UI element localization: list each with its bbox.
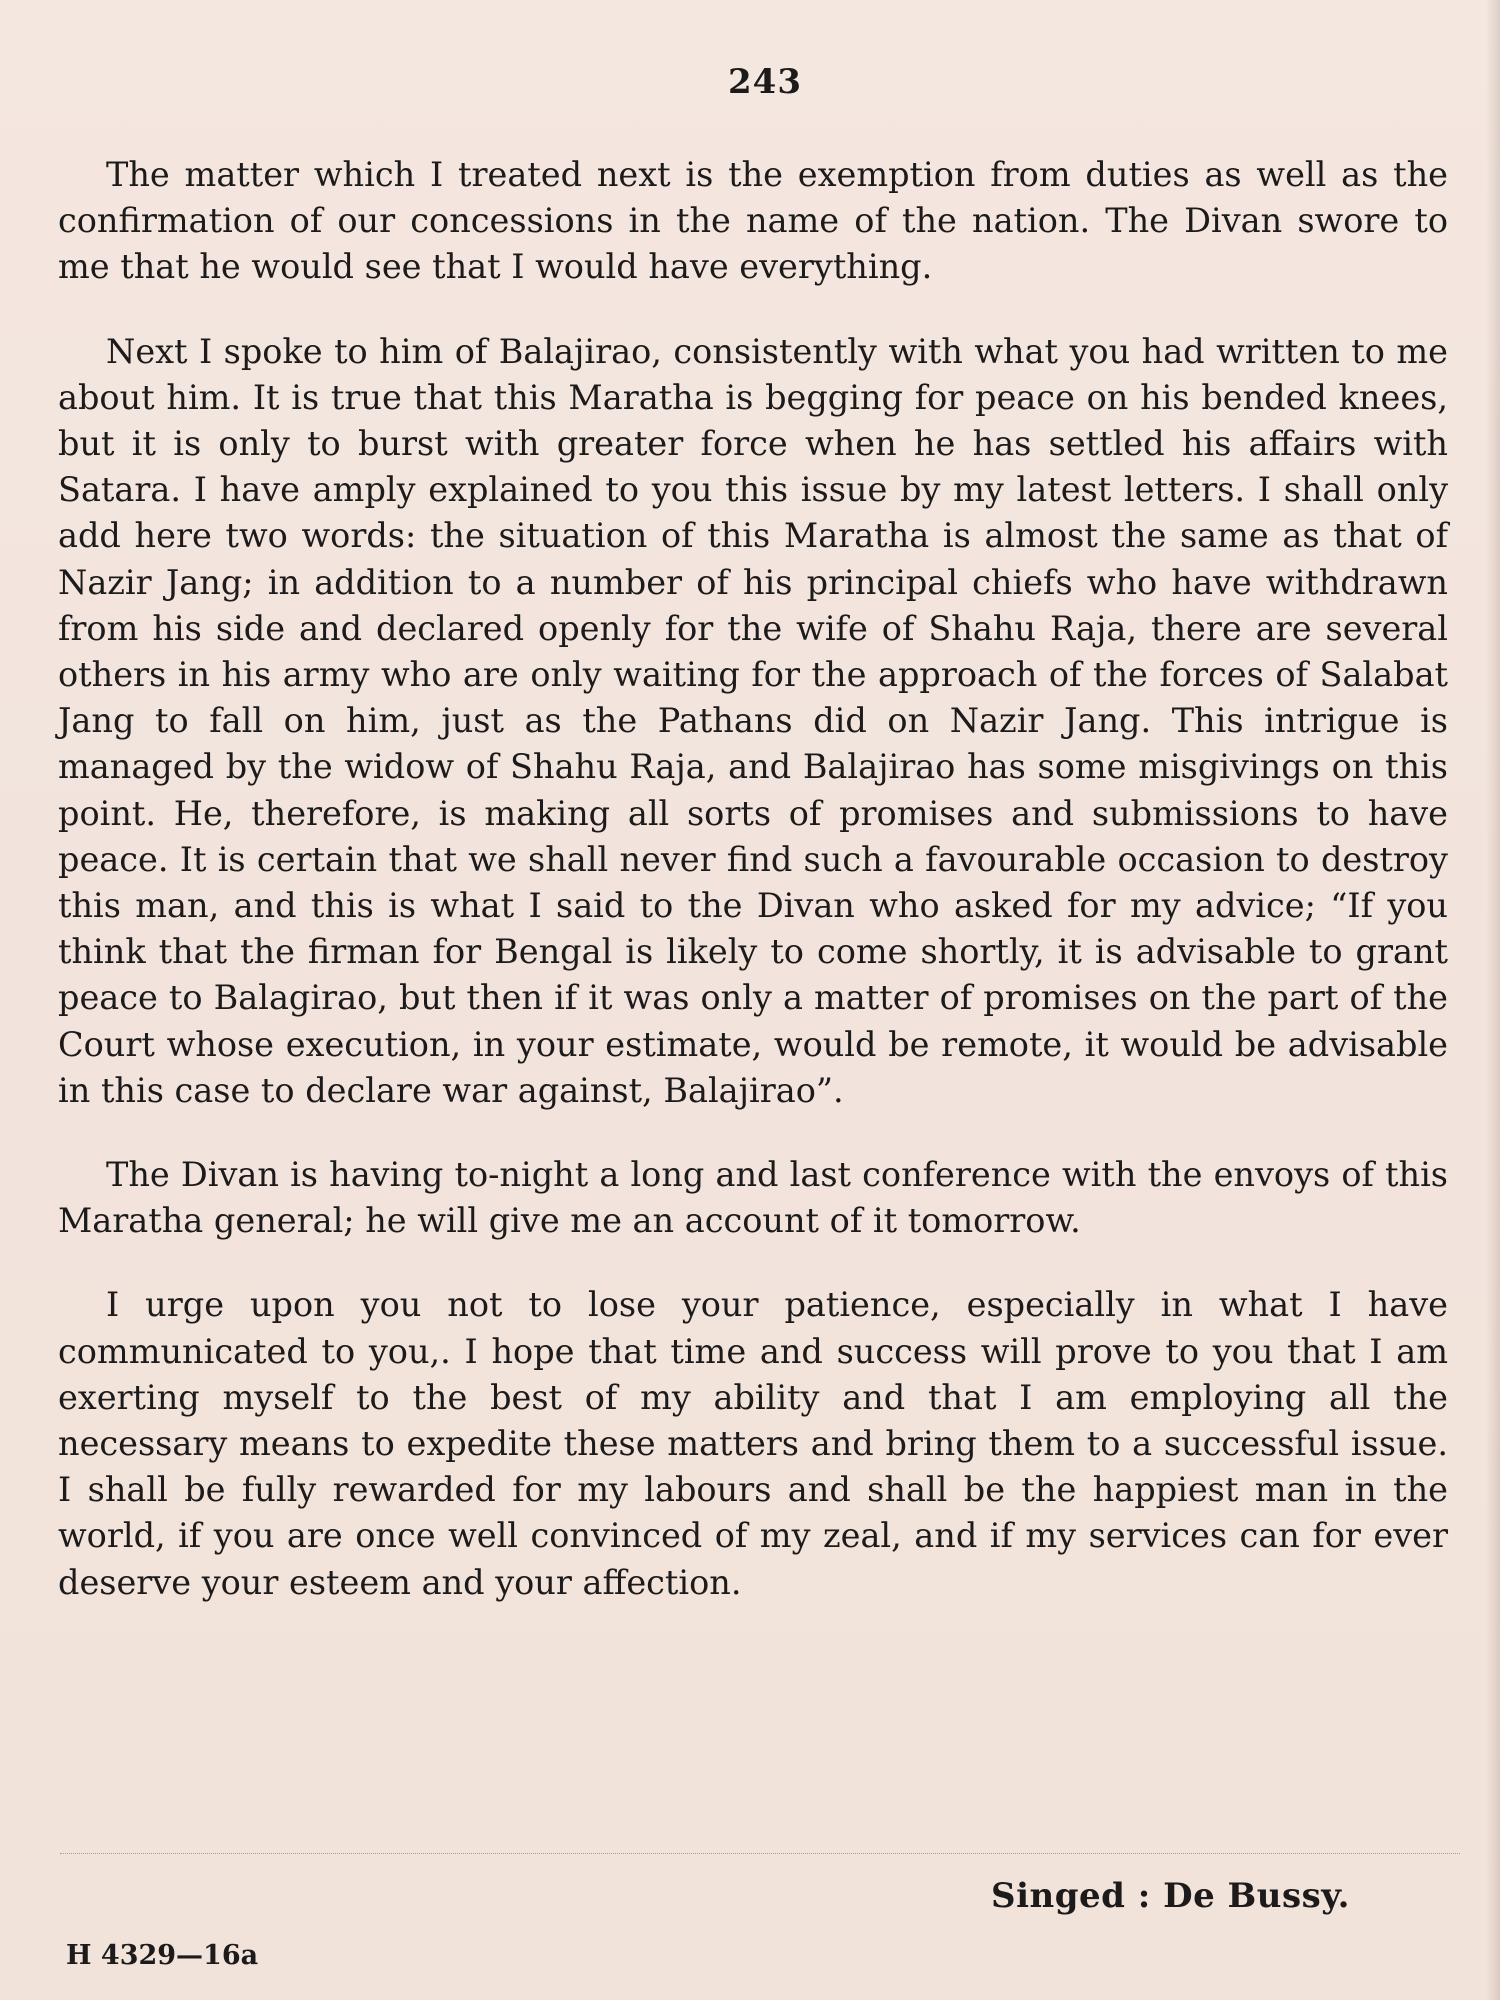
letter-body	[58, 152, 1448, 1644]
paragraph-balajirao: Next I spoke to him of Balajirao, consistently with what you had written to me about him. It is true that this Maratha is begging for peace on his bended knees, but it is only to burst with greater force when he has settled his affairs with Satara. I have amply explained to you this issue by my latest letters. I shall only add here two words: the situation of this Maratha is almost the same as that of Nazir Jang; in addition to a number of his principal chiefs who have withdrawn from his side and declared openly for the wife of Shahu Raja, there are several others in his army who are only waiting for the approach of the forces of Salabat Jang to fall on him, just as the Pathans did on Nazir Jang. This intrigue is managed by the widow of Shahu Raja, and Balajirao has some misgivings on this point. He, therefore, is making all sorts of promises and submissions to have peace. It is certain that we shall never find such a favourable occasion to destroy this man, and this is what I said to the Divan who asked for my advice; “If you think that the firman for Bengal is likely to come shortly, it is advisable to grant peace to Balagirao, but then if it was only a matter of promises on the part of the Court whose execution, in your estimate, would be remote, it would be advisable in this case to declare war against, Balajirao”.	[58, 331, 1448, 1110]
paragraph-conference: The Divan is having to-night a long and last conference with the envoys of this Maratha general; he will give me an account of it tomorrow.	[58, 1155, 1448, 1241]
page-number: 243	[728, 62, 802, 102]
signature: Singed : De Bussy.	[991, 1876, 1350, 1916]
footer-divider	[60, 1853, 1460, 1854]
page-edge-shadow	[1486, 0, 1500, 2000]
paragraph-patience: I urge upon you not to lose your patience, especially in what I have communicated to you,. I hope that time and success will prove to you that I am exerting myself to the best of my ability and that I am employing all the necessary means to expedite these matters and bring them to a successful issue. I shall be fully rewarded for my labours and shall be the happiest man in the world, if you are once well convinced of my zeal, and if my services can for ever deserve your esteem and your affection.	[58, 1285, 1448, 1602]
printer-code: H 4329—16a	[66, 1940, 259, 1971]
paragraph-exemption: The matter which I treated next is the exemption from duties as well as the confirmation of our concessions in the name of the nation. The Divan swore to me that he would see that I would have everything.	[58, 155, 1448, 287]
